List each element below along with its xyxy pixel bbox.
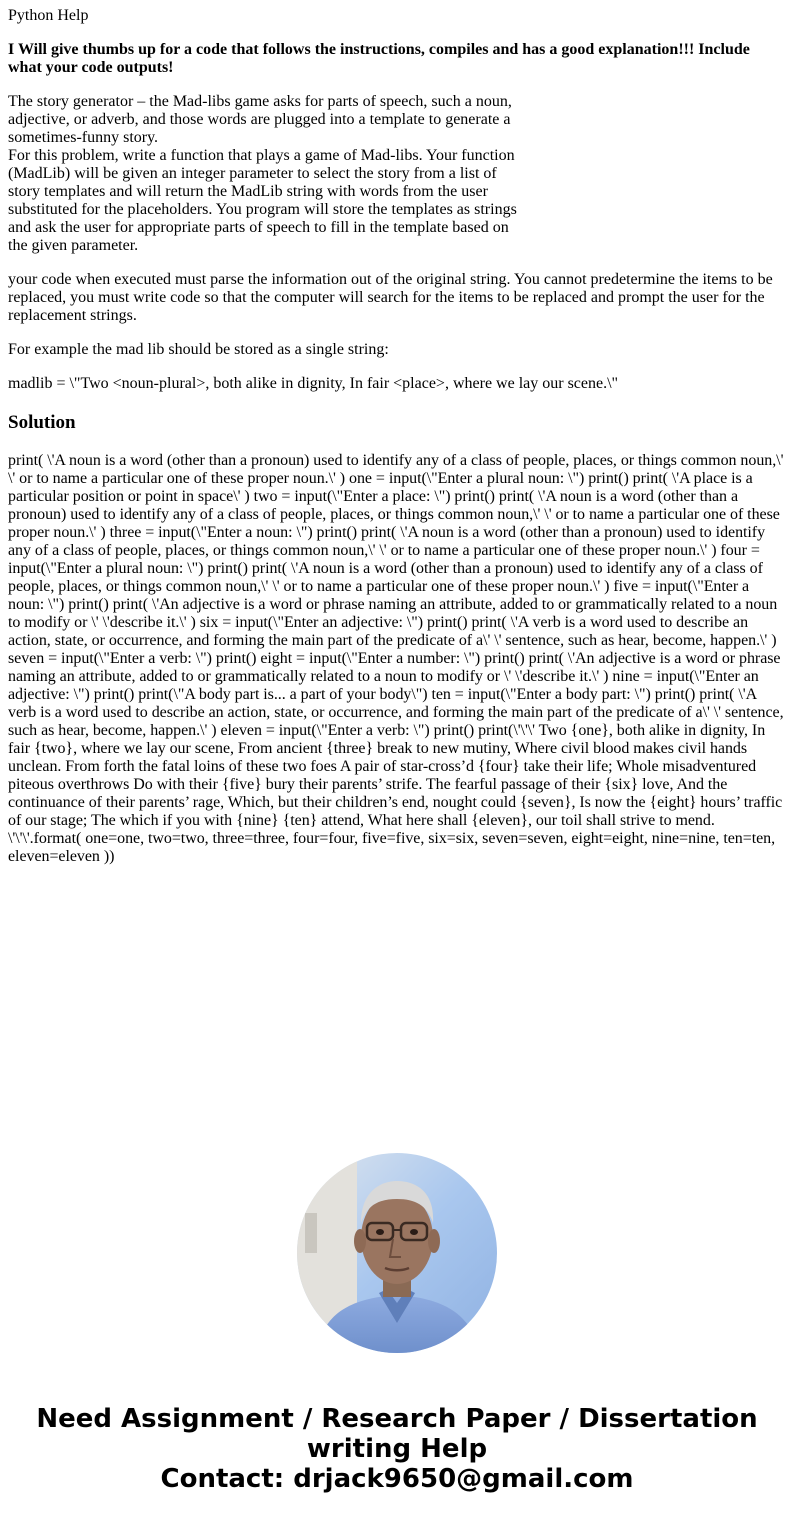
question-intro: The story generator – the Mad-libs game asks for parts of speech, such a noun, adjective, or adverb, and those words are plugged into a template to generate a sometimes-funny story. For this problem, write a function that plays a game of Mad-libs. Your function (MadLib) will be given an integer parameter to select the story from a list of story templates and will return the MadLib string with words from the user substituted for the placeholders. You program will store the templates as strings and ask the user for appropriate parts of speech to fill in the template based on the given parameter. — [8, 93, 517, 254]
promo-banner — [0, 1404, 794, 1494]
example-intro: For example the mad lib should be stored as a single string: — [8, 341, 389, 358]
solution-heading: Solution — [8, 412, 76, 433]
example-madlib-string: madlib = \"Two <noun-plural>, both alike in dignity, In fair <place>, where we lay our scene.\" — [8, 375, 619, 392]
question-title: I Will give thumbs up for a code that follows the instructions, compiles and has a good explanation!!! Include what your code outputs! — [8, 41, 750, 76]
promo-line-1: Need Assignment / Research Paper / Dissertation — [36, 1404, 758, 1434]
subject-label: Python Help — [8, 7, 89, 24]
tutor-avatar — [297, 1153, 497, 1353]
solution-body: print( \'A noun is a word (other than a pronoun) used to identify any of a class of people, places, or things common noun,\' \' or to name a particular one of these proper noun.\' ) one = input(\"Enter a plural noun: \") print() print( \'A place is a particular position or point in space\' ) two = input(\"Enter a place: \") print() print( \'A noun is a word (other than a pronoun) used to identify any of a class of people, places, or things common noun,\' \' or to name a particular one of these proper noun.\' ) three = input(\"Enter a noun: \") print() print( \'A noun is a word (other than a pronoun) used to identify any of a class of people, places, or things common noun,\' \' or to name a particular one of these proper noun.\' ) four = input(\"Enter a plural noun: \") print() print( \'A noun is a word (other than a pronoun) used to identify any of a class of people, places, or things common noun,\' \' or to name a particular one of these proper noun.\' ) five = input(\"Enter a noun: \") print() print( \'An adjective is a word or phrase naming an attribute, added to or grammatically related to a noun to modify or \' \'describe it.\' ) six = input(\"Enter an adjective: \") print() print( \'A verb is a word used to describe an action, state, or occurrence, and forming the main part of the predicate of a\' \' sentence, such as hear, become, happen.\' ) seven = input(\"Enter a verb: \") print() eight = input(\"Enter a number: \") print() print( \'An adjective is a word or phrase naming an attribute, added to or grammatically related to a noun to modify or \' \'describe it.\' ) nine = input(\"Enter an adjective: \") print() print(\"A body part is... a part of your body\") ten = input(\"Enter a body part: \") print() print( \'A verb is a word used to describe an action, state, or occurrence, and forming the main part of the predicate of a\' \' sentence, such as hear, become, happen.\' ) eleven = input(\"Enter a verb: \") print() print(\'\'\' Two {one}, both alike in dignity, In fair {two}, where we lay our scene, From ancient {three} break to new mutiny, Where civil blood makes civil hands unclean. From forth the fatal loins of these two foes A pair of star-cross’d {four} take their life; Whole misadventured piteous overthrows Do with their {five} bury their parents’ strife. The fearful passage of their {six} love, And the continuance of their parents’ rage, Which, but their children’s end, nought could {seven}, Is now the {eight} hours’ traffic of our stage; The which if you with {nine} {ten} attend, What here shall {eleven}, our toil shall strive to mend. \'\'\'.format( one=one, two=two, three=three, four=four, five=five, six=six, seven=seven, eight=eight, nine=nine, ten=ten, eleven=eleven )) — [8, 452, 784, 865]
promo-line-2: writing Help — [306, 1434, 488, 1464]
promo-contact: Contact: drjack9650@gmail.com — [160, 1464, 634, 1494]
tutor-photo — [297, 1153, 497, 1353]
parse-requirement: your code when executed must parse the information out of the original string. You cannot predetermine the items to be replaced, you must write code so that the computer will search for the items to be replaced and prompt the user for the replacement strings. — [8, 271, 773, 324]
